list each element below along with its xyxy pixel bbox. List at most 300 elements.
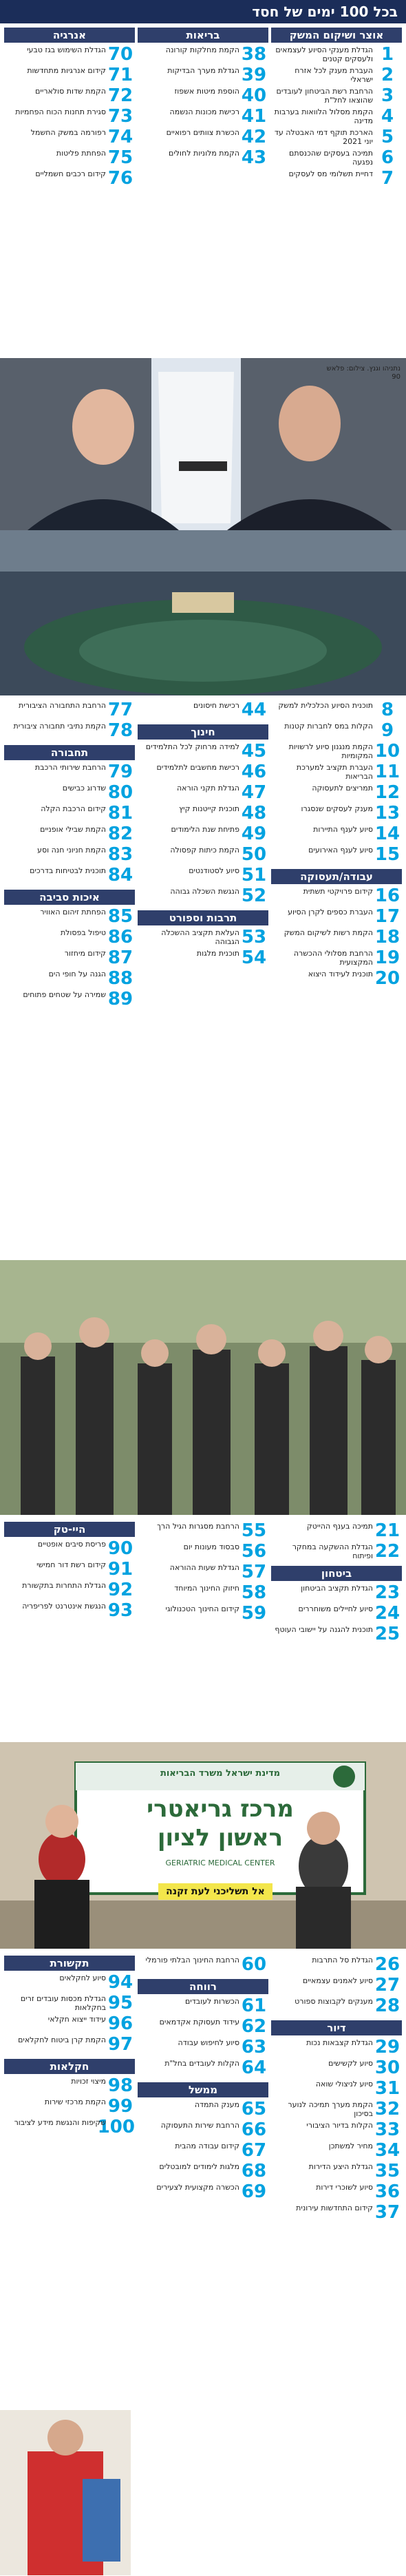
list-item [4, 45, 135, 63]
photo-caption: נתניהו וגנץ. צילום: פלאש 90 [326, 365, 400, 381]
item-text: תוכנית הסיוע הכלכלית למשק [278, 701, 373, 710]
sign-city: ראשון לציון [157, 1824, 284, 1852]
item-number: 33 [374, 2119, 400, 2140]
list-item [4, 970, 135, 987]
list-item [138, 2038, 268, 2056]
item-number: 79 [107, 762, 133, 782]
item-list [4, 1540, 135, 1620]
column-agriculture [4, 1956, 135, 2139]
list-item [271, 928, 402, 946]
item-text: רפורמה במשק החשמל [30, 128, 106, 137]
list-item [271, 169, 402, 187]
item-text: רכישת מכונות הנשמה [169, 107, 239, 116]
list-item [4, 1581, 135, 1599]
list-item [4, 66, 135, 84]
item-number: 84 [107, 865, 133, 886]
item-number: 70 [107, 44, 133, 65]
item-text: הקמת שבילי אופניים [40, 825, 106, 834]
item-number: 92 [107, 1580, 133, 1600]
item-number: 44 [241, 700, 267, 720]
item-number: 31 [374, 2078, 400, 2099]
list-item [4, 169, 135, 187]
list-item [4, 2118, 135, 2136]
item-text: העלאת תקציב ההשכלה הגבוהה [161, 928, 239, 946]
item-text: הקמת נתיבי תחבורה ציבורית [13, 722, 106, 731]
list-item [271, 701, 402, 719]
item-number: 64 [241, 2057, 267, 2078]
item-number: 77 [107, 700, 133, 720]
item-number: 98 [107, 2075, 133, 2096]
list-item [138, 2142, 268, 2159]
item-text: העברת מענק לכל אזרח ישראלי [295, 66, 373, 84]
item-text: הארכת תוקף דמי האבטלה עד יוני 2021 [274, 128, 373, 146]
list-item [271, 970, 402, 987]
item-number: 19 [374, 947, 400, 968]
item-number: 96 [107, 2013, 133, 2034]
list-item [4, 722, 135, 740]
item-text: קידום החינוך הטכנולוגי [165, 1604, 239, 1613]
item-number: 53 [241, 927, 267, 947]
list-item [138, 1542, 268, 1560]
item-list [271, 1584, 402, 1643]
item-text: הרחבת התחבורה הציבורית [19, 701, 106, 710]
item-number: 12 [374, 782, 400, 803]
item-number: 69 [241, 2181, 267, 2202]
item-text: העברת כספים לקרן הסיוע [288, 908, 373, 917]
list-item [4, 2035, 135, 2053]
item-number: 28 [374, 1996, 400, 2016]
list-item [4, 1973, 135, 1991]
list-item [4, 2015, 135, 2033]
item-text: הקמת כיתות קפסולה [170, 846, 239, 855]
item-number: 89 [107, 989, 133, 1009]
list-item [4, 846, 135, 863]
item-text: סיוע לחיילים משוחררים [298, 1604, 373, 1613]
item-number: 61 [241, 1996, 267, 2016]
item-list [4, 701, 135, 740]
column-economy-cont [271, 701, 402, 990]
list-item [138, 887, 268, 905]
column-economy [271, 28, 402, 190]
item-number: 42 [241, 127, 267, 147]
item-number: 13 [374, 803, 400, 824]
item-number: 11 [374, 762, 400, 782]
item-number: 71 [107, 65, 133, 85]
item-text: הגדלת התחרות בתקשורת [22, 1581, 106, 1590]
column-energy [4, 28, 135, 190]
item-number: 1 [381, 44, 394, 65]
list-item [271, 846, 402, 863]
item-number: 6 [381, 147, 394, 168]
item-number: 7 [381, 168, 394, 189]
list-item [138, 45, 268, 63]
section-heading: איכות סביבה [4, 890, 135, 905]
item-text: הגדלת תקציב הביטחון [301, 1584, 373, 1593]
item-text: קידום רכבים חשמליים [35, 169, 106, 178]
list-item [138, 149, 268, 167]
item-list [271, 1522, 402, 1560]
list-item [271, 1997, 402, 2015]
item-number: 22 [374, 1541, 400, 1562]
photo-politicians [0, 358, 406, 530]
item-number: 76 [107, 168, 133, 189]
list-item [138, 701, 268, 719]
item-number: 63 [241, 2037, 267, 2057]
item-number: 18 [374, 927, 400, 947]
list-item [138, 66, 268, 84]
item-text: הגדלת תקני הוראה [176, 784, 239, 793]
list-item [4, 949, 135, 967]
item-number: 4 [381, 106, 394, 127]
list-item [271, 1604, 402, 1622]
list-item [271, 87, 402, 105]
list-item [271, 1584, 402, 1602]
item-text: מיצוי זכויות [71, 2077, 106, 2086]
item-text: הגדלת שעות ההוראה [169, 1563, 239, 1572]
item-number: 73 [107, 106, 133, 127]
item-list [4, 763, 135, 884]
item-number: 35 [374, 2161, 400, 2181]
item-text: תוכנית מלגות [196, 949, 239, 958]
item-number: 72 [107, 85, 133, 106]
item-number: 94 [107, 1972, 133, 1993]
item-text: שדרוג כבישים [62, 784, 106, 793]
list-item [271, 949, 402, 967]
item-number: 86 [107, 927, 133, 947]
item-text: הנגשת השכלה גבוהה [170, 887, 239, 896]
item-list [138, 45, 268, 167]
item-number: 52 [241, 886, 267, 906]
item-text: עידוד ייצוא חקלאי [47, 2015, 106, 2024]
item-text: הקמת חניוני חנה וסע [37, 846, 106, 855]
list-item [138, 1584, 268, 1602]
item-text: הקמת שדות סולאריים [35, 87, 106, 96]
item-text: הרחבת שירותי הרכבת [34, 763, 106, 772]
item-number: 37 [374, 2202, 400, 2223]
item-text: הפחתת פליטות [56, 149, 106, 158]
list-item [271, 2142, 402, 2159]
list-item [138, 825, 268, 843]
item-number: 39 [241, 65, 267, 85]
list-item [138, 742, 268, 760]
item-number: 34 [374, 2140, 400, 2161]
item-number: 10 [374, 741, 400, 762]
item-number: 26 [374, 1954, 400, 1975]
list-item [271, 1976, 402, 1994]
list-item [271, 722, 402, 740]
item-text: קידום אנרגיות מתחדשות [27, 66, 106, 75]
list-item [138, 949, 268, 967]
list-item [271, 908, 402, 925]
item-number: 97 [107, 2034, 133, 2055]
item-number: 65 [241, 2099, 267, 2119]
item-number: 38 [241, 44, 267, 65]
list-item [271, 45, 402, 63]
list-item [271, 2121, 402, 2139]
column-tech [271, 1522, 402, 1646]
item-number: 24 [374, 1603, 400, 1624]
list-item [4, 928, 135, 946]
item-text: הרחבת החינוך הבלתי פורמלי [145, 1956, 239, 1965]
list-item [138, 1604, 268, 1622]
item-text: הכשרה מקצועית לצעירים [156, 2183, 239, 2192]
list-item [271, 825, 402, 843]
item-text: הקמת מערך תמיכה לנוער בסיכון [288, 2100, 373, 2118]
list-item [4, 87, 135, 105]
list-item [271, 1625, 402, 1643]
item-text: הגדלת קצבאות נכות [306, 2038, 373, 2047]
item-number: 90 [107, 1538, 133, 1559]
item-text: שמירה על שטחים פתוחים [23, 990, 106, 999]
item-number: 78 [107, 720, 133, 741]
column-hitech [4, 1522, 135, 1622]
section-heading: דיור [271, 2020, 402, 2035]
column-energy-cont [4, 701, 135, 1011]
item-text: דחיית תשלומי מס לעסקים [288, 169, 373, 178]
item-list [138, 1522, 268, 1622]
item-text: הגנה על חופי הים [48, 970, 106, 978]
list-item [4, 1994, 135, 2012]
list-item [271, 2162, 402, 2180]
item-text: הגדלת השימוש בגז טבעי [27, 45, 106, 54]
list-item [138, 107, 268, 125]
item-list [271, 1956, 402, 2015]
item-text: תוכנית להגנה על יישובי העוטף [275, 1625, 373, 1634]
list-item [271, 2183, 402, 2201]
photo-knesset [0, 530, 406, 695]
item-text: סיוע לחקלאים [59, 1973, 106, 1982]
item-list [4, 45, 135, 187]
list-item [271, 784, 402, 802]
list-item [271, 107, 402, 125]
item-text: סיוע לאמנים עצמאיים [302, 1976, 373, 1985]
list-item [4, 701, 135, 719]
page-title: בכל 100 ימים של חסד [0, 0, 406, 23]
list-item [138, 804, 268, 822]
column-health [138, 28, 268, 169]
item-text: הכשרות לעובדים [185, 1997, 239, 2006]
item-text: הקמת רשות לשיקום המשק [284, 928, 373, 937]
list-item [138, 2018, 268, 2035]
section-heading: תרבות וספורט [138, 910, 268, 925]
list-item [138, 1563, 268, 1581]
item-text: הפחתת זיהום האוויר [40, 908, 106, 917]
item-number: 75 [107, 147, 133, 168]
item-number: 41 [241, 106, 267, 127]
item-number: 21 [374, 1520, 400, 1541]
list-item [271, 1542, 402, 1560]
list-item [271, 2038, 402, 2056]
section-heading: חקלאות [4, 2059, 135, 2074]
sign-english: GERIATRIC MEDICAL CENTER [165, 1858, 275, 1867]
item-number: 50 [241, 844, 267, 865]
item-number: 66 [241, 2119, 267, 2140]
section-heading: בריאות [138, 28, 268, 43]
section-heading: רווחה [138, 1979, 268, 1994]
item-text: סיוע לחיפוש עבודה [178, 2038, 239, 2047]
section-heading: היי-טק [4, 1522, 135, 1537]
item-number: 87 [107, 947, 133, 968]
item-text: הגדלת היצע הדירות [308, 2162, 373, 2171]
item-text: הקמת מחלקות קורונה [165, 45, 239, 54]
item-text: קידום עבודה מהבית [175, 2142, 239, 2150]
item-number: 29 [374, 2037, 400, 2057]
item-number: 100 [97, 2117, 135, 2137]
item-number: 81 [107, 803, 133, 824]
item-text: סיוע לענף התיירות [313, 825, 373, 834]
section-heading: אנרגיה [4, 28, 135, 43]
item-text: הקמת מרכזי שירות [44, 2097, 106, 2106]
list-item [271, 2080, 402, 2097]
section-heading: תקשורת [4, 1956, 135, 1971]
item-text: סגירת תחנות הכוח הפחמיות [15, 107, 106, 116]
list-item [138, 1997, 268, 2015]
list-item [4, 1540, 135, 1558]
item-number: 60 [241, 1954, 267, 1975]
item-number: 62 [241, 2016, 267, 2037]
list-item [4, 763, 135, 781]
list-item [138, 128, 268, 146]
column-health-cont [138, 701, 268, 970]
section-heading: חינוך [138, 724, 268, 740]
sign-title: מרכז גריאטרי [147, 1795, 294, 1823]
list-item [138, 928, 268, 946]
item-number: 47 [241, 782, 267, 803]
list-item [138, 2100, 268, 2118]
item-number: 93 [107, 1600, 133, 1621]
item-text: חיזוק החינוך המיוחד [174, 1584, 239, 1593]
item-number: 99 [107, 2096, 133, 2117]
item-text: מענק לעסקים שנסגרו [301, 804, 373, 813]
list-item [4, 908, 135, 925]
item-list [271, 887, 402, 987]
item-text: קידום מיחזור [64, 949, 106, 958]
item-text: סבסוד מעונות יום [183, 1542, 239, 1551]
list-item [138, 763, 268, 781]
list-item [4, 1560, 135, 1578]
protest-placard: אל תשליכני לעת זקנה [158, 1883, 273, 1900]
list-item [138, 1956, 268, 1973]
item-text: הרחבת מסגרות הגיל הרך [157, 1522, 239, 1531]
item-text: הוספת מיטות אשפוז [174, 87, 239, 96]
list-item [138, 2059, 268, 2077]
item-number: 85 [107, 906, 133, 927]
item-text: תוכנית קייטנות קיץ [179, 804, 239, 813]
list-item [271, 2059, 402, 2077]
item-text: סיוע לקשישים [328, 2059, 373, 2068]
list-item [4, 1602, 135, 1620]
list-item [138, 2162, 268, 2180]
item-number: 45 [241, 741, 267, 762]
item-text: פתיחת שנת הלימודים [171, 825, 239, 834]
list-item [4, 2097, 135, 2115]
list-item [138, 87, 268, 105]
list-item [4, 825, 135, 843]
list-item [271, 66, 402, 84]
item-text: הנגשת אינטרנט לפריפריה [22, 1602, 106, 1611]
item-number: 36 [374, 2181, 400, 2202]
item-number: 43 [241, 147, 267, 168]
list-item [138, 2121, 268, 2139]
item-text: הקמת קרן ביטוח לחקלאים [18, 2035, 106, 2044]
item-number: 57 [241, 1562, 267, 1582]
item-text: הגדלת מערך הבדיקות [167, 66, 239, 75]
item-number: 20 [374, 968, 400, 989]
list-item [138, 846, 268, 863]
sign-header: מדינת ישראל משרד הבריאות [160, 1768, 281, 1779]
item-number: 14 [374, 824, 400, 844]
item-list [138, 701, 268, 719]
list-item [271, 742, 402, 760]
list-item [138, 866, 268, 884]
item-text: סיוע לשוכרי דירות [316, 2183, 373, 2192]
item-number: 9 [381, 720, 394, 741]
item-number: 2 [381, 65, 394, 85]
item-text: תמיכה בעסקים שהכנסתם נפגעה [289, 149, 373, 167]
item-text: הגדלת ההשקעה במחקר ופיתוח [292, 1542, 373, 1560]
item-number: 67 [241, 2140, 267, 2161]
item-text: טיפול בפסולת [60, 928, 106, 937]
item-text: סיוע לניצולי שואה [315, 2080, 373, 2088]
item-number: 51 [241, 865, 267, 886]
item-text: שקיפות והנגשת מידע לציבור [14, 2118, 106, 2127]
item-text: העברת תקציב למערכת הבריאות [296, 763, 373, 781]
item-number: 95 [107, 1993, 133, 2013]
item-text: קידום פרויקטי תשתית [303, 887, 373, 896]
item-text: הגדלת מכסות עובדים זרים בחקלאות [20, 1994, 106, 2012]
list-item [271, 1956, 402, 1973]
item-list [271, 45, 402, 187]
column-culture [271, 1956, 402, 2224]
list-item [138, 1522, 268, 1540]
list-item [271, 1522, 402, 1540]
item-text: מענק התמדה [194, 2100, 239, 2109]
item-list [138, 1997, 268, 2077]
list-item [4, 2077, 135, 2095]
item-text: מענקים לקבוצות ספורט [295, 1997, 373, 2006]
section-heading: ממשל [138, 2082, 268, 2097]
list-item [138, 2183, 268, 2201]
item-text: הקלות במס לחברות קטנות [284, 722, 373, 731]
item-list [138, 1956, 268, 1973]
list-item [271, 2100, 402, 2118]
list-item [271, 887, 402, 905]
item-text: מחיר למשתכן [328, 2142, 373, 2150]
item-number: 68 [241, 2161, 267, 2181]
list-item [4, 990, 135, 1008]
item-list [271, 2038, 402, 2221]
list-item [4, 804, 135, 822]
item-text: הקלות לעובדים בחל"ת [164, 2059, 239, 2068]
item-number: 58 [241, 1582, 267, 1603]
item-number: 74 [107, 127, 133, 147]
item-number: 83 [107, 844, 133, 865]
item-number: 8 [381, 700, 394, 720]
item-text: הרחבת מסלולי ההכשרה המקצועית [293, 949, 373, 967]
item-text: הקמת מנגנון סיוע לרשויות המקומיות [288, 742, 373, 760]
item-number: 27 [374, 1975, 400, 1996]
list-item [4, 866, 135, 884]
item-number: 82 [107, 824, 133, 844]
photo-person [0, 2410, 131, 2575]
item-text: קידום התחדשות עירונית [296, 2203, 373, 2212]
section-heading: עבודה/תעסוקה [271, 869, 402, 884]
photo-person-image [0, 2410, 131, 2575]
item-number: 80 [107, 782, 133, 803]
section-heading: תחבורה [4, 745, 135, 760]
item-text: הקלות בדיור הציבורי [306, 2121, 373, 2130]
photo-knesset-image [0, 530, 406, 695]
